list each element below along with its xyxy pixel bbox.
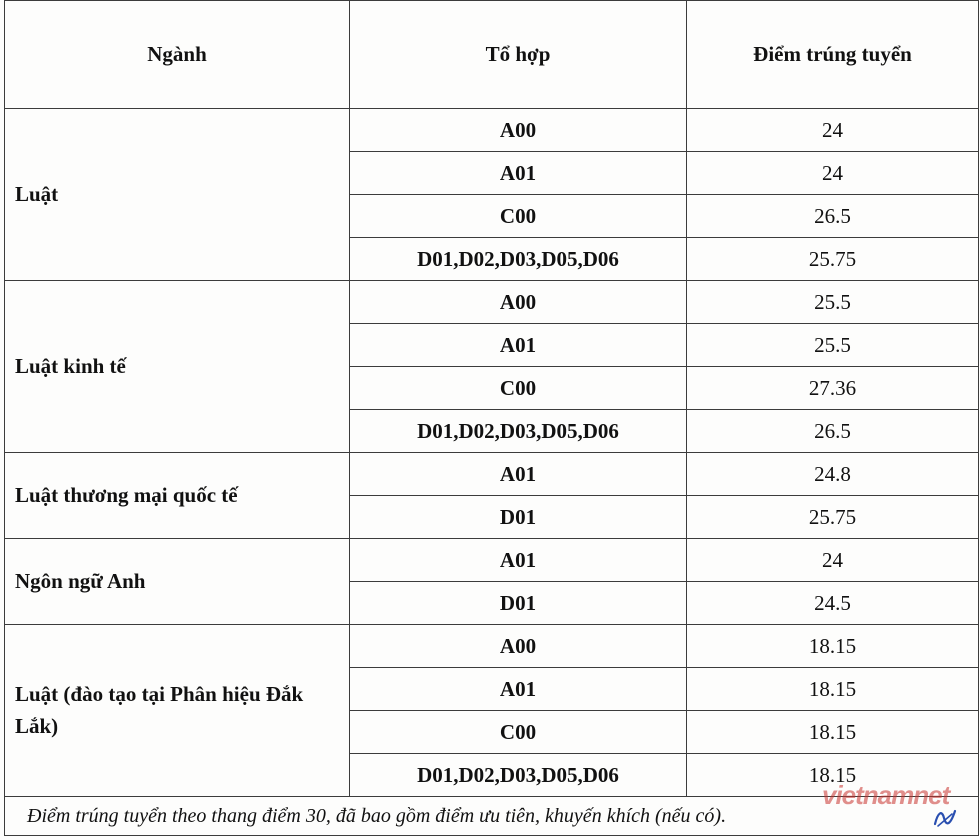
score-cell: 26.5 (687, 195, 979, 238)
score-cell: 18.15 (687, 625, 979, 668)
combination-cell: A00 (350, 109, 687, 152)
admission-score-table (4, 0, 979, 836)
combination-cell: D01 (350, 582, 687, 625)
signature-stamp-icon (932, 806, 958, 830)
major-cell: Luật (đào tạo tại Phân hiệu Đắk Lắk) (5, 625, 350, 797)
major-cell: Luật (5, 109, 350, 281)
combination-cell: A01 (350, 453, 687, 496)
combination-cell: A00 (350, 625, 687, 668)
footnote: Điểm trúng tuyển theo thang điểm 30, đã bao gồm điểm ưu tiên, khuyến khích (nếu có). (5, 797, 979, 836)
score-cell: 24.8 (687, 453, 979, 496)
score-cell: 18.15 (687, 711, 979, 754)
table-row (5, 453, 979, 496)
score-cell: 27.36 (687, 367, 979, 410)
combination-cell: A01 (350, 539, 687, 582)
score-cell: 25.75 (687, 238, 979, 281)
score-cell: 25.5 (687, 324, 979, 367)
combination-cell: D01,D02,D03,D05,D06 (350, 410, 687, 453)
combination-cell: C00 (350, 195, 687, 238)
score-cell: 24 (687, 152, 979, 195)
major-cell: Ngôn ngữ Anh (5, 539, 350, 625)
combination-cell: C00 (350, 367, 687, 410)
combination-cell: A01 (350, 324, 687, 367)
major-cell: Luật kinh tế (5, 281, 350, 453)
table-row (5, 109, 979, 152)
score-cell: 26.5 (687, 410, 979, 453)
combination-cell: D01 (350, 496, 687, 539)
header-combination: Tổ hợp (350, 1, 687, 109)
combination-cell: D01,D02,D03,D05,D06 (350, 754, 687, 797)
score-cell: 18.15 (687, 668, 979, 711)
combination-cell: A01 (350, 668, 687, 711)
score-cell: 24.5 (687, 582, 979, 625)
combination-cell: A00 (350, 281, 687, 324)
header-score: Điểm trúng tuyển (687, 1, 979, 109)
score-cell: 24 (687, 109, 979, 152)
major-cell: Luật thương mại quốc tế (5, 453, 350, 539)
combination-cell: C00 (350, 711, 687, 754)
score-cell: 18.15 (687, 754, 979, 797)
score-cell: 25.5 (687, 281, 979, 324)
table-row (5, 539, 979, 582)
table-row (5, 281, 979, 324)
score-cell: 24 (687, 539, 979, 582)
table-row (5, 625, 979, 668)
header-major: Ngành (5, 1, 350, 109)
combination-cell: A01 (350, 152, 687, 195)
header-row (5, 1, 979, 109)
score-cell: 25.75 (687, 496, 979, 539)
combination-cell: D01,D02,D03,D05,D06 (350, 238, 687, 281)
vietnamnet-watermark: vietnamnet (822, 780, 950, 810)
